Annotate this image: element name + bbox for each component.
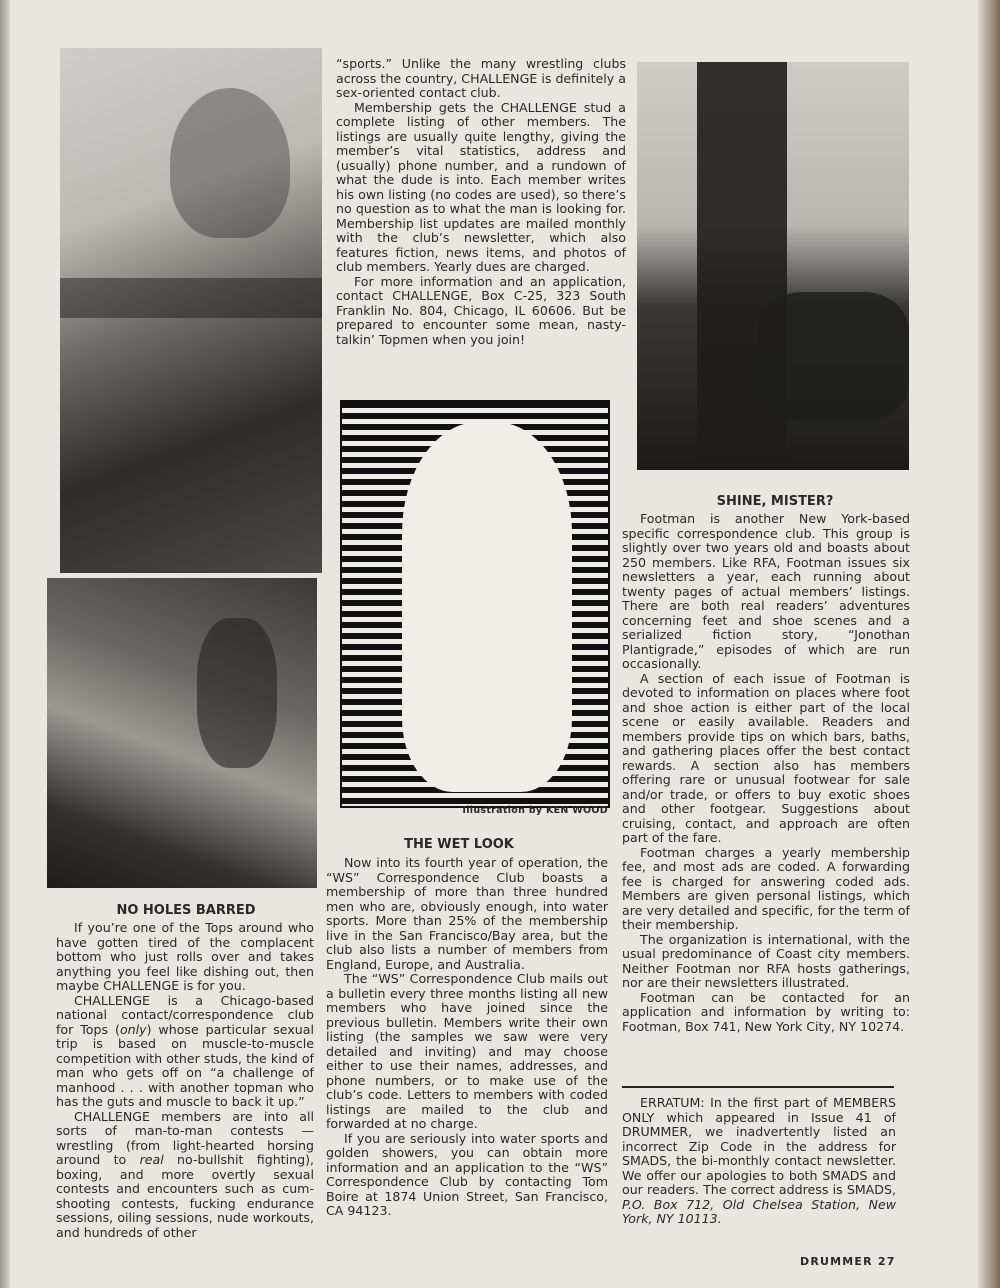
col2-top-text bbox=[336, 57, 626, 347]
heading-wet-look: THE WET LOOK bbox=[404, 837, 514, 852]
page-edge bbox=[978, 0, 1000, 1288]
heading-no-holes-barred: NO HOLES BARRED bbox=[116, 903, 256, 918]
paragraph bbox=[56, 994, 314, 1110]
photo-boots bbox=[637, 62, 909, 470]
illustration-credit: Illustration by KEN WOOD bbox=[462, 805, 608, 816]
wet-look-text bbox=[326, 856, 608, 1219]
paragraph: Footman charges a yearly membership fee, and most ads are coded. A forwarding fee is charged for answering coded ads. Members are given personal listings, which are very detailed and specific, for the term of their membership. bbox=[622, 844, 910, 932]
paragraph bbox=[622, 1096, 896, 1227]
page-folio: DRUMMER 27 bbox=[800, 1255, 896, 1268]
paragraph: If you are seriously into water sports and golden showers, you can obtain more information and an application to the “WS” Correspondence Club by contacting Tom Boire at 1874 Union Street, San Francisco, CA 94123. bbox=[326, 1130, 608, 1218]
photo-wrestlers-bottom bbox=[47, 578, 317, 888]
text-run: ) whose particular sexual trip is based on muscle-to-muscle competition with other studs, the kind of man who gets off on “a challenge of manhood . . . with another topman who has the guts and muscle to back it up.” bbox=[56, 1021, 314, 1109]
erratum-address: P.O. Box 712, Old Chelsea Station, New York, NY 10113. bbox=[622, 1196, 896, 1226]
paragraph: Footman can be contacted for an application and information by writing to: Footman, Box 741, New York City, NY 10274. bbox=[622, 989, 910, 1034]
paragraph bbox=[56, 1110, 314, 1241]
illustration bbox=[340, 400, 610, 808]
paragraph: The organization is international, with the usual predominance of Coast city members. Neither Footman nor RFA hosts gatherings, nor are their newsletters illustrated. bbox=[622, 931, 910, 990]
magazine-spine bbox=[0, 0, 10, 1288]
paragraph: A section of each issue of Footman is devoted to information on places where foot and shoe action is either part of the local scene or easily available. Readers and members provide tips on which bars, baths, and gathering places offer the best contact rewards. A section also has members offering rare or unusual footwear for sale and/or trade, or offers to buy exotic shoes and other footgear. Suggestions about cruising, contact, and approach are often part of the fare. bbox=[622, 670, 910, 845]
divider-rule bbox=[622, 1086, 894, 1088]
paragraph: For more information and an application, contact CHALLENGE, Box C-25, 323 South Franklin No. 804, Chicago, IL 60606. But be prepared to encounter some mean, nasty-talkin’ Topmen when you join! bbox=[336, 273, 626, 347]
paragraph: “sports.” Unlike the many wrestling clubs across the country, CHALLENGE is definitely a sex-oriented contact club. bbox=[336, 56, 626, 100]
paragraph: Membership gets the CHALLENGE stud a complete listing of other members. The listings are usually quite lengthy, giving the member’s vital statistics, address and (usually) phone number, and a rundown of what the dude is into. Each member writes his own listing (no codes are used), so there’s no question as to what the man is looking for. Membership list updates are mailed monthly with the club’s newsletter, which also features fiction, news items, and photos of club members. Yearly dues are charged. bbox=[336, 99, 626, 274]
no-holes-text bbox=[56, 921, 314, 1240]
paragraph: Now into its fourth year of operation, the “WS” Correspondence Club boasts a membership of more than three hundred men who are, obviously enough, into water sports. More than 25% of the membership live in the San Francisco/Bay area, but the club also lists a number of members from England, Europe, and Australia. bbox=[326, 855, 608, 972]
shine-text bbox=[622, 512, 910, 1034]
paragraph: The “WS” Correspondence Club mails out a bulletin every three months listing all new members who have joined since the previous bulletin. Members write their own listing (the samples we saw were very detailed and inviting) and may choose either to use their names, addresses, and phone numbers, or to make use of the club’s code. Letters to members with coded listings are mailed to the club and forwarded at no charge. bbox=[326, 971, 608, 1131]
photo-wrestlers-top bbox=[60, 48, 322, 573]
paragraph: Footman is another New York-based specific correspondence club. This group is slightly over two years old and boasts about 250 members. Like RFA, Footman issues six newsletters a year, each running about twenty pages of actual members’ listings. There are both real readers’ adventures concerning feet and shoe scenes and a serialized fiction story, “Jonothan Plantigrade,” episodes of which are run occasionally. bbox=[622, 511, 910, 671]
text-emphasis: real bbox=[139, 1152, 164, 1167]
text-run: no-bullshit fighting), boxing, and more overtly sexual contests and encounters such as cum-shooting contests, fucking endurance sessions, oiling sessions, nude workouts, and hundreds of other bbox=[56, 1152, 314, 1240]
text-run: CHALLENGE is a Chicago-based national contact/correspondence club for Tops ( bbox=[56, 992, 314, 1037]
paragraph: If you’re one of the Tops around who have gotten tired of the complacent bottom who just rolls over and takes anything you feel like dishing out, then maybe CHALLENGE is for you. bbox=[56, 920, 314, 993]
text-emphasis: only bbox=[119, 1021, 147, 1037]
illustration-figure bbox=[402, 422, 572, 792]
text-run: CHALLENGE members are into all sorts of man-to-man contests — wrestling (from light-hearted horsing around to bbox=[56, 1108, 314, 1167]
text-run: ERRATUM: In the first part of MEMBERS ONLY which appeared in Issue 41 of DRUMMER, we inadvertently listed an incorrect Zip Code in the address for SMADS, the bi-monthly contact newsletter. We offer our apologies to both SMADS and our readers. The correct address is SMADS, bbox=[622, 1095, 896, 1197]
heading-shine-mister: SHINE, MISTER? bbox=[716, 494, 834, 509]
erratum-text bbox=[622, 1096, 896, 1227]
